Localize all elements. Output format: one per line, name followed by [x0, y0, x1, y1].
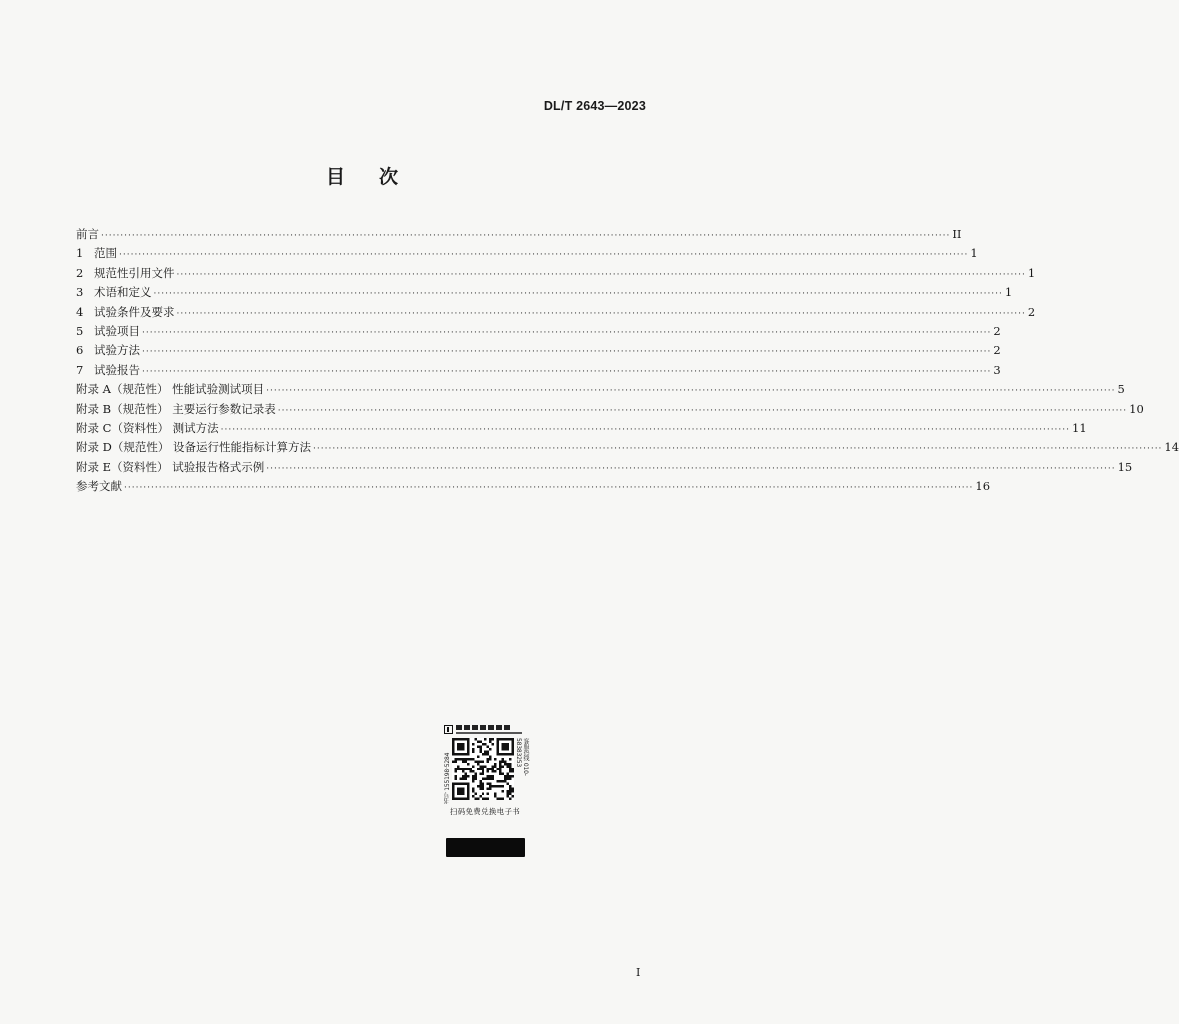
- toc-entry[interactable]: [76, 303, 1036, 322]
- toc-leader-dots: ····························································································································································································································: [266, 463, 1116, 474]
- toc-entry-number: 3: [76, 285, 84, 300]
- toc-entry-label: 试验项目: [94, 323, 140, 338]
- toc-entry-page: 11: [1072, 420, 1087, 435]
- toc-entry-page: 1: [1004, 285, 1013, 300]
- toc-entry[interactable]: [76, 264, 1036, 283]
- toc-entry-label: 术语和定义: [94, 285, 152, 300]
- toc-entry-page: 5: [1117, 382, 1125, 397]
- toc-entry-page: 1: [970, 246, 978, 261]
- toc-entry-page: II: [952, 227, 962, 241]
- toc-leader-dots: ····························································································································································································································: [277, 405, 1128, 416]
- toc-entry-number: 5: [76, 323, 84, 338]
- table-of-contents: [76, 225, 1179, 496]
- toc-entry-page: 16: [975, 479, 991, 494]
- toc-entry-label: 附录 A（规范性） 性能试验测试项目: [76, 382, 265, 397]
- toc-entry-label: 范围: [94, 246, 117, 261]
- toc-entry-page: 2: [1027, 304, 1036, 319]
- toc-entry-label: 附录 C（资料性） 测试方法: [76, 420, 219, 435]
- toc-leader-dots: ····························································································································································································································: [176, 308, 1026, 319]
- toc-entry[interactable]: [76, 477, 991, 496]
- toc-entry[interactable]: [76, 419, 1087, 438]
- toc-entry[interactable]: [76, 400, 1144, 419]
- toc-entry[interactable]: [76, 283, 1013, 302]
- document-code: DL/T 2643—2023: [543, 99, 646, 113]
- qr-code-icon[interactable]: [452, 738, 514, 800]
- toc-entry-page: 3: [993, 362, 1001, 377]
- publisher-logo-icon: [444, 723, 524, 735]
- toc-leader-dots: ····························································································································································································································: [220, 424, 1070, 435]
- toc-leader-dots: ····························································································································································································································: [142, 366, 992, 377]
- toc-entry-number: 6: [76, 343, 84, 358]
- toc-entry-label: 试验报告: [94, 362, 140, 377]
- toc-entry[interactable]: [76, 244, 978, 263]
- toc-entry-page: 10: [1129, 401, 1144, 416]
- toc-leader-dots: ····························································································································································································································: [153, 289, 1003, 300]
- toc-leader-dots: ····························································································································································································································: [266, 386, 1116, 397]
- toc-entry-page: 2: [993, 343, 1001, 358]
- toc-entry-label: 附录 B（规范性） 主要运行参数记录表: [76, 401, 276, 416]
- toc-entry[interactable]: [76, 361, 1001, 380]
- toc-leader-dots: ····························································································································································································································: [119, 250, 969, 261]
- toc-leader-dots: ····························································································································································································································: [124, 483, 974, 494]
- publisher-emblem-icon: [444, 725, 453, 734]
- toc-entry[interactable]: [76, 458, 1133, 477]
- toc-entry-number: 4: [76, 304, 84, 319]
- toc-leader-dots: ····························································································································································································································: [142, 327, 992, 338]
- toc-entry-label: 试验条件及要求: [94, 304, 175, 319]
- toc-entry[interactable]: [76, 322, 1001, 341]
- toc-entry-page: 14: [1164, 440, 1179, 455]
- toc-entry-label: 前言: [76, 227, 99, 241]
- hotline-text: 客服热线 010-58383253: [515, 738, 529, 776]
- toc-entry[interactable]: [76, 341, 1001, 360]
- toc-entry[interactable]: [76, 438, 1179, 457]
- page-number: I: [636, 966, 641, 979]
- toc-entry-number: 7: [76, 362, 84, 377]
- isbn-text: 书号 155198·5284: [444, 752, 451, 804]
- toc-entry-number: 1: [76, 246, 84, 261]
- toc-entry-label: 附录 E（资料性） 试验报告格式示例: [76, 459, 265, 474]
- toc-leader-dots: ····························································································································································································································: [101, 231, 951, 241]
- toc-entry-label: 试验方法: [94, 343, 140, 358]
- qr-promo: [444, 723, 529, 817]
- toc-entry-label: 规范性引用文件: [94, 265, 175, 280]
- toc-leader-dots: ····························································································································································································································: [142, 347, 992, 358]
- toc-title: 目次: [325, 166, 432, 188]
- redaction-bar: [446, 838, 525, 857]
- toc-entry-page: 2: [993, 323, 1001, 338]
- toc-entry-number: 2: [76, 265, 84, 280]
- toc-leader-dots: ····························································································································································································································: [313, 444, 1163, 455]
- toc-entry-label: 参考文献: [76, 479, 122, 494]
- toc-entry-page: 15: [1117, 459, 1133, 474]
- toc-entry-page: 1: [1027, 265, 1036, 280]
- qr-caption: 扫码免费兑换电子书: [449, 807, 521, 816]
- toc-entry[interactable]: [76, 380, 1125, 399]
- toc-leader-dots: ····························································································································································································································: [176, 269, 1026, 280]
- toc-entry-label: 附录 D（规范性） 设备运行性能指标计算方法: [76, 440, 312, 455]
- toc-entry[interactable]: [76, 225, 962, 244]
